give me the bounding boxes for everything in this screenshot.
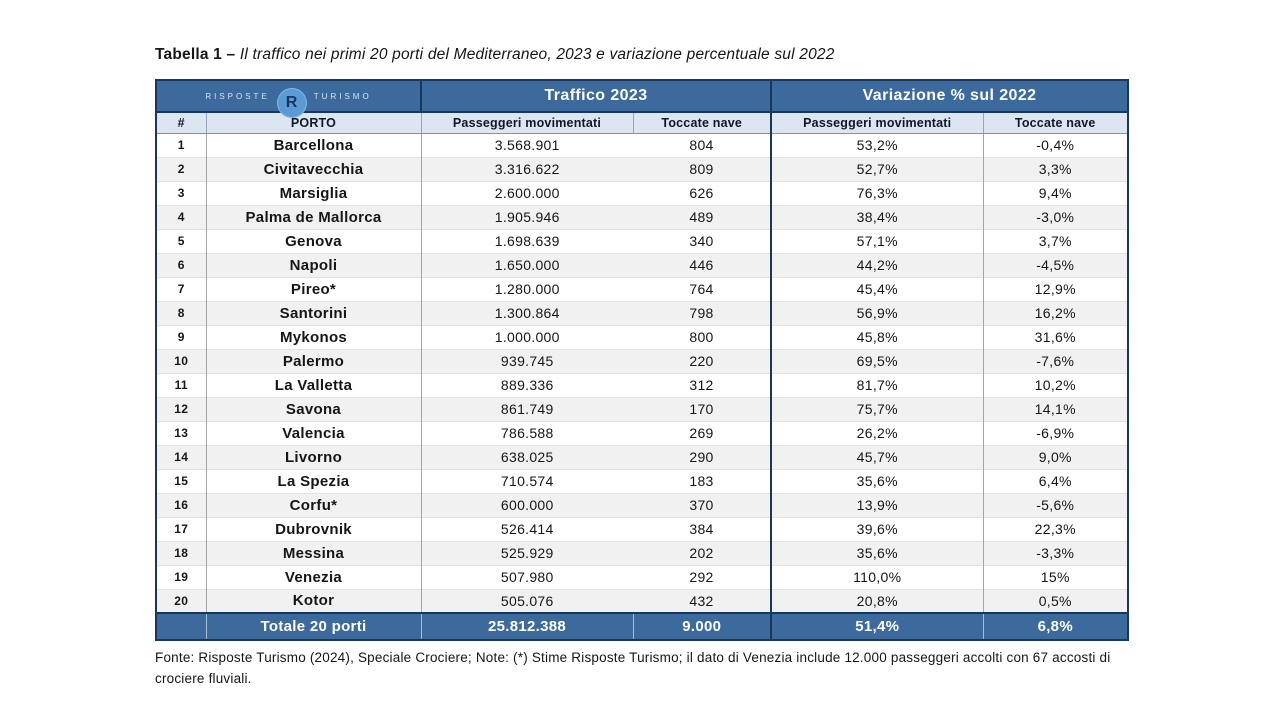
pax-2023-cell: 525.929 — [421, 541, 633, 565]
logo-text-risposte: RISPOSTE — [205, 91, 270, 101]
table-row — [156, 469, 1128, 493]
calls-2023-cell: 290 — [633, 445, 771, 469]
calls-2023-cell: 764 — [633, 277, 771, 301]
pax-2023-cell: 1.650.000 — [421, 253, 633, 277]
table-row — [156, 517, 1128, 541]
port-cell: La Spezia — [206, 469, 421, 493]
pax-2023-cell: 786.588 — [421, 421, 633, 445]
calls-var-cell: -6,9% — [983, 421, 1128, 445]
group-header-row — [156, 80, 1128, 112]
table-row — [156, 205, 1128, 229]
port-cell: Messina — [206, 541, 421, 565]
table-row — [156, 133, 1128, 157]
pax-2023-cell: 507.980 — [421, 565, 633, 589]
pax-2023-cell: 861.749 — [421, 397, 633, 421]
port-cell: Corfu* — [206, 493, 421, 517]
col-header-toccate-2023: Toccate nave — [633, 112, 771, 133]
table-row — [156, 397, 1128, 421]
rank-cell: 11 — [156, 373, 206, 397]
rank-cell: 17 — [156, 517, 206, 541]
port-cell: Barcellona — [206, 133, 421, 157]
total-pax-var-cell: 51,4% — [771, 613, 983, 640]
port-cell: Genova — [206, 229, 421, 253]
rank-cell: 9 — [156, 325, 206, 349]
calls-var-cell: -0,4% — [983, 133, 1128, 157]
caption-label: Tabella 1 — [155, 46, 222, 63]
port-cell: Santorini — [206, 301, 421, 325]
calls-2023-cell: 183 — [633, 469, 771, 493]
group-header-traffico-2023: Traffico 2023 — [421, 80, 771, 112]
pax-2023-cell: 600.000 — [421, 493, 633, 517]
pax-var-cell: 45,8% — [771, 325, 983, 349]
pax-var-cell: 53,2% — [771, 133, 983, 157]
document-content — [155, 46, 1127, 690]
table-row — [156, 181, 1128, 205]
pax-var-cell: 75,7% — [771, 397, 983, 421]
pax-var-cell: 56,9% — [771, 301, 983, 325]
pax-2023-cell: 1.280.000 — [421, 277, 633, 301]
table-row — [156, 301, 1128, 325]
col-header-rank: # — [156, 112, 206, 133]
port-cell: Valencia — [206, 421, 421, 445]
total-rank-cell — [156, 613, 206, 640]
calls-2023-cell: 432 — [633, 589, 771, 613]
table-row — [156, 445, 1128, 469]
rank-cell: 12 — [156, 397, 206, 421]
pax-2023-cell: 3.568.901 — [421, 133, 633, 157]
pax-var-cell: 57,1% — [771, 229, 983, 253]
calls-2023-cell: 626 — [633, 181, 771, 205]
calls-var-cell: 14,1% — [983, 397, 1128, 421]
rank-cell: 13 — [156, 421, 206, 445]
calls-var-cell: 6,4% — [983, 469, 1128, 493]
rank-cell: 19 — [156, 565, 206, 589]
col-header-porto: PORTO — [206, 112, 421, 133]
calls-var-cell: 31,6% — [983, 325, 1128, 349]
pax-var-cell: 69,5% — [771, 349, 983, 373]
table-row — [156, 589, 1128, 613]
pax-2023-cell: 526.414 — [421, 517, 633, 541]
pax-var-cell: 110,0% — [771, 565, 983, 589]
calls-var-cell: 3,7% — [983, 229, 1128, 253]
port-cell: Pireo* — [206, 277, 421, 301]
rank-cell: 5 — [156, 229, 206, 253]
pax-var-cell: 81,7% — [771, 373, 983, 397]
pax-var-cell: 45,7% — [771, 445, 983, 469]
col-header-passeggeri-2023: Passeggeri movimentati — [421, 112, 633, 133]
calls-var-cell: -5,6% — [983, 493, 1128, 517]
rank-cell: 18 — [156, 541, 206, 565]
rank-cell: 1 — [156, 133, 206, 157]
calls-var-cell: 10,2% — [983, 373, 1128, 397]
rank-cell: 16 — [156, 493, 206, 517]
pax-2023-cell: 1.905.946 — [421, 205, 633, 229]
rank-cell: 7 — [156, 277, 206, 301]
group-header-variazione-2022: Variazione % sul 2022 — [771, 80, 1128, 112]
calls-2023-cell: 340 — [633, 229, 771, 253]
calls-2023-cell: 804 — [633, 133, 771, 157]
calls-var-cell: 15% — [983, 565, 1128, 589]
column-header-row — [156, 112, 1128, 133]
logo-text-turismo: TURISMO — [313, 91, 372, 101]
calls-2023-cell: 370 — [633, 493, 771, 517]
ports-traffic-table — [155, 79, 1129, 641]
risposte-turismo-logo — [156, 80, 421, 112]
pax-var-cell: 76,3% — [771, 181, 983, 205]
calls-var-cell: 12,9% — [983, 277, 1128, 301]
pax-2023-cell: 889.336 — [421, 373, 633, 397]
calls-2023-cell: 312 — [633, 373, 771, 397]
calls-var-cell: -4,5% — [983, 253, 1128, 277]
pax-2023-cell: 1.698.639 — [421, 229, 633, 253]
port-cell: Savona — [206, 397, 421, 421]
calls-var-cell: 0,5% — [983, 589, 1128, 613]
pax-2023-cell: 638.025 — [421, 445, 633, 469]
caption-text: Il traffico nei primi 20 porti del Mediterraneo, 2023 e variazione percentuale sul 2022 — [239, 46, 835, 63]
calls-2023-cell: 798 — [633, 301, 771, 325]
calls-2023-cell: 446 — [633, 253, 771, 277]
calls-var-cell: 22,3% — [983, 517, 1128, 541]
port-cell: Kotor — [206, 589, 421, 613]
calls-var-cell: 9,0% — [983, 445, 1128, 469]
port-cell: Mykonos — [206, 325, 421, 349]
calls-var-cell: -3,0% — [983, 205, 1128, 229]
rank-cell: 4 — [156, 205, 206, 229]
total-pax-cell: 25.812.388 — [421, 613, 633, 640]
port-cell: Palma de Mallorca — [206, 205, 421, 229]
rank-cell: 15 — [156, 469, 206, 493]
rank-cell: 10 — [156, 349, 206, 373]
pax-2023-cell: 1.000.000 — [421, 325, 633, 349]
port-cell: Civitavecchia — [206, 157, 421, 181]
pax-2023-cell: 3.316.622 — [421, 157, 633, 181]
port-cell: Napoli — [206, 253, 421, 277]
calls-2023-cell: 809 — [633, 157, 771, 181]
logo-monogram-icon: R — [277, 88, 307, 118]
source-footnote: Fonte: Risposte Turismo (2024), Speciale Crociere; Note: (*) Stime Risposte Turismo; il dato di Venezia include 12.000 passeggeri accolti con 67 accosti di crociere fluviali. — [155, 650, 1111, 686]
table-row — [156, 277, 1128, 301]
pax-var-cell: 26,2% — [771, 421, 983, 445]
pax-2023-cell: 710.574 — [421, 469, 633, 493]
table-row — [156, 421, 1128, 445]
total-calls-var-cell: 6,8% — [983, 613, 1128, 640]
table-row — [156, 325, 1128, 349]
pax-var-cell: 45,4% — [771, 277, 983, 301]
calls-2023-cell: 384 — [633, 517, 771, 541]
pax-2023-cell: 939.745 — [421, 349, 633, 373]
calls-2023-cell: 489 — [633, 205, 771, 229]
col-header-passeggeri-var: Passeggeri movimentati — [771, 112, 983, 133]
port-cell: Dubrovnik — [206, 517, 421, 541]
table-row — [156, 493, 1128, 517]
port-cell: Marsiglia — [206, 181, 421, 205]
pax-2023-cell: 505.076 — [421, 589, 633, 613]
pax-2023-cell: 2.600.000 — [421, 181, 633, 205]
calls-2023-cell: 269 — [633, 421, 771, 445]
table-caption — [155, 46, 1127, 64]
rank-cell: 20 — [156, 589, 206, 613]
port-cell: Palermo — [206, 349, 421, 373]
calls-2023-cell: 170 — [633, 397, 771, 421]
table-row — [156, 349, 1128, 373]
col-header-toccate-var: Toccate nave — [983, 112, 1128, 133]
pax-2023-cell: 1.300.864 — [421, 301, 633, 325]
calls-var-cell: -7,6% — [983, 349, 1128, 373]
calls-2023-cell: 202 — [633, 541, 771, 565]
pax-var-cell: 13,9% — [771, 493, 983, 517]
pax-var-cell: 44,2% — [771, 253, 983, 277]
table-row — [156, 373, 1128, 397]
port-cell: La Valletta — [206, 373, 421, 397]
port-cell: Livorno — [206, 445, 421, 469]
rank-cell: 8 — [156, 301, 206, 325]
total-row — [156, 613, 1128, 640]
pax-var-cell: 38,4% — [771, 205, 983, 229]
pax-var-cell: 20,8% — [771, 589, 983, 613]
port-cell: Venezia — [206, 565, 421, 589]
rank-cell: 6 — [156, 253, 206, 277]
rank-cell: 14 — [156, 445, 206, 469]
table-row — [156, 253, 1128, 277]
table-row — [156, 565, 1128, 589]
calls-2023-cell: 220 — [633, 349, 771, 373]
pax-var-cell: 35,6% — [771, 541, 983, 565]
rank-cell: 3 — [156, 181, 206, 205]
calls-var-cell: -3,3% — [983, 541, 1128, 565]
calls-var-cell: 3,3% — [983, 157, 1128, 181]
calls-var-cell: 9,4% — [983, 181, 1128, 205]
pax-var-cell: 35,6% — [771, 469, 983, 493]
calls-2023-cell: 800 — [633, 325, 771, 349]
rank-cell: 2 — [156, 157, 206, 181]
total-label: Totale 20 porti — [206, 613, 421, 640]
table-row — [156, 157, 1128, 181]
total-calls-cell: 9.000 — [633, 613, 771, 640]
table-row — [156, 229, 1128, 253]
pax-var-cell: 39,6% — [771, 517, 983, 541]
calls-var-cell: 16,2% — [983, 301, 1128, 325]
table-row — [156, 541, 1128, 565]
pax-var-cell: 52,7% — [771, 157, 983, 181]
calls-2023-cell: 292 — [633, 565, 771, 589]
caption-dash: – — [226, 46, 236, 63]
